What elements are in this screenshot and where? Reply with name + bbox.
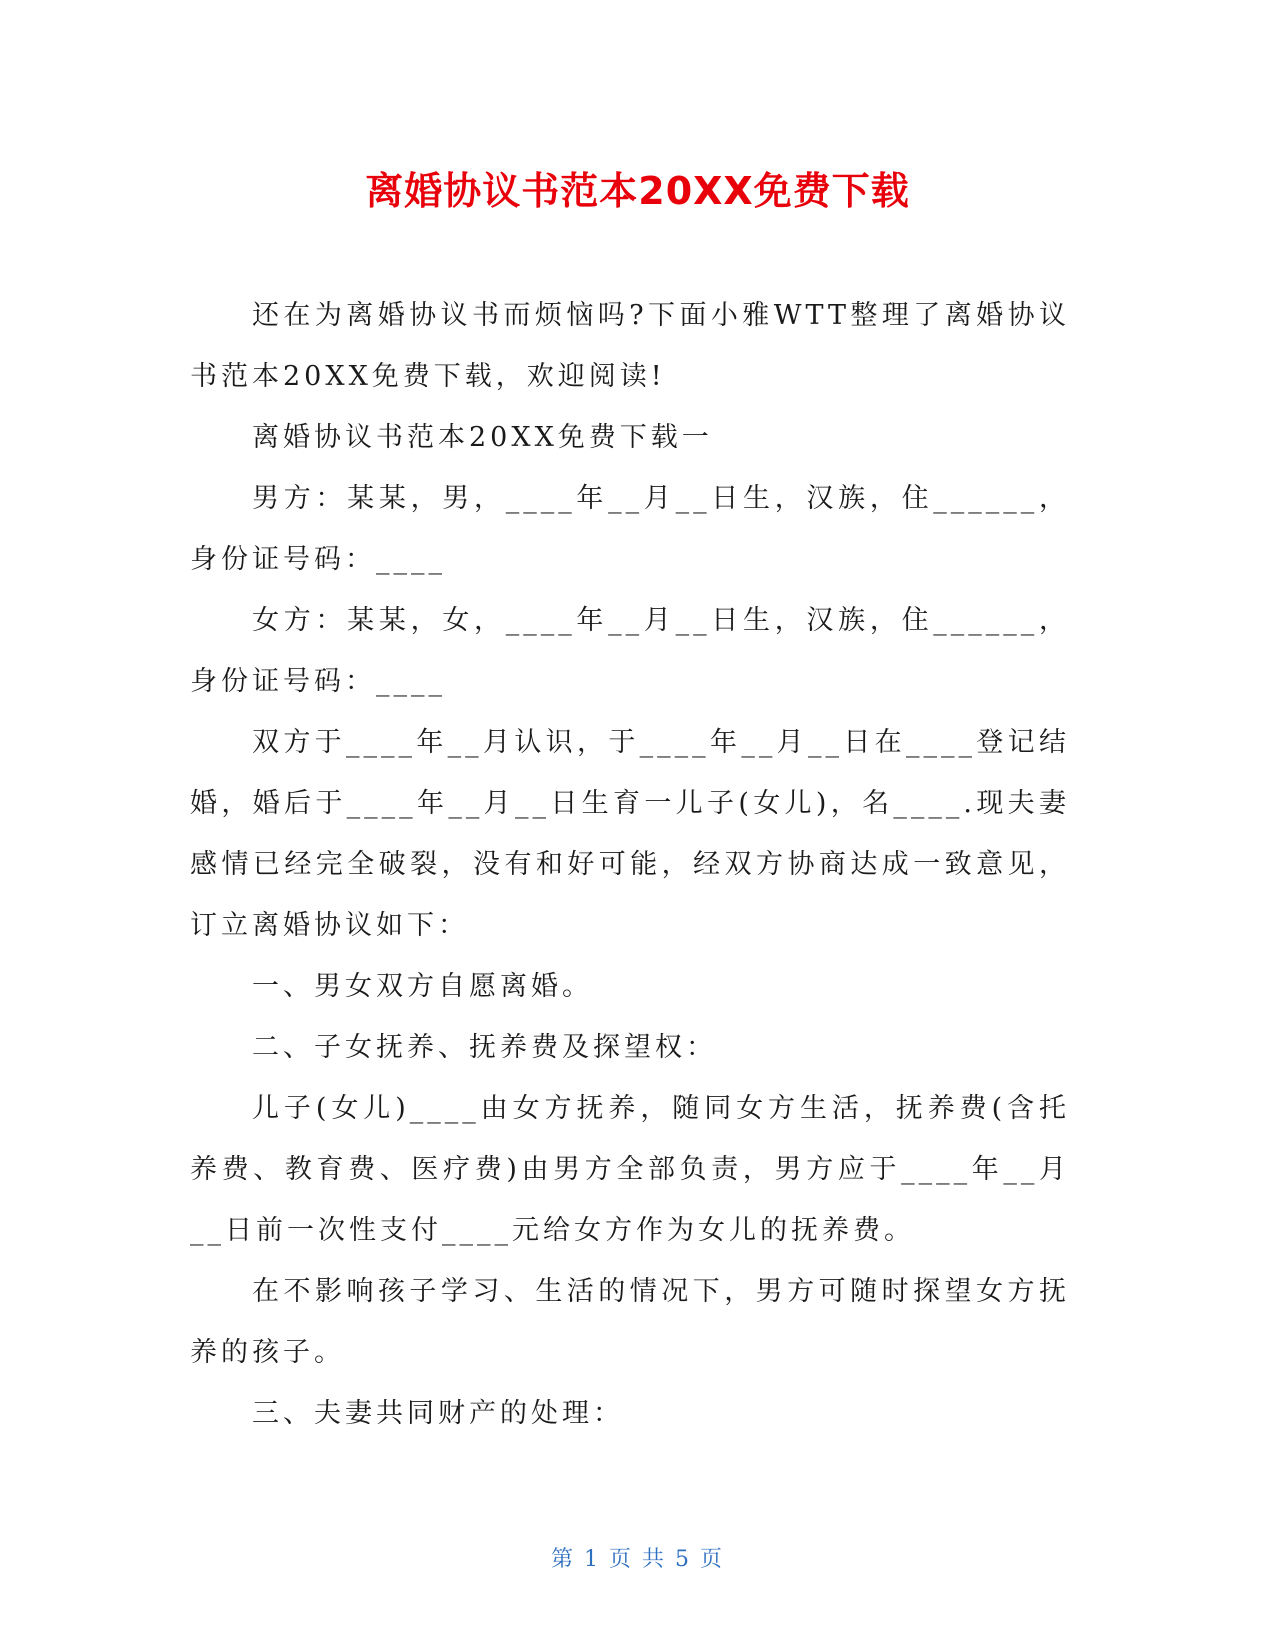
paragraph-clause-2: 二、子女抚养、抚养费及探望权： [252, 1032, 717, 1063]
paragraph-clause-3: 三、夫妻共同财产的处理： [252, 1398, 624, 1429]
paragraph-child-support: 儿子(女儿)____由女方抚养，随同女方生活，抚养费(含托养费、教育费、医疗费)由男方全部负责，男方应于____年__月__日前一次性支付____元给女方作为女儿的抚养费。 [190, 1093, 1070, 1246]
paragraph-clause-1: 一、男女双方自愿离婚。 [252, 971, 593, 1002]
document-title: 离婚协议书范本20XX免费下载 [365, 169, 910, 213]
paragraph-section-heading: 离婚协议书范本20XX免费下载一 [252, 422, 713, 453]
paragraph-visitation: 在不影响孩子学习、生活的情况下，男方可随时探望女方抚养的孩子。 [190, 1276, 1070, 1368]
paragraph-husband-info: 男方：某某，男，____年__月__日生，汉族，住______，身份证号码：____ [190, 483, 1070, 575]
document-body [190, 285, 1070, 1444]
paragraph-marriage-background: 双方于____年__月认识，于____年__月__日在____登记结婚，婚后于____年__月__日生育一儿子(女儿)，名____.现夫妻感情已经完全破裂，没有和好可能，经双方协商达成一致意见，订立离婚协议如下： [190, 727, 1070, 941]
page-number-footer: 第 1 页 共 5 页 [551, 1547, 724, 1572]
paragraph-wife-info: 女方：某某，女，____年__月__日生，汉族，住______，身份证号码：____ [190, 605, 1070, 697]
paragraph-intro: 还在为离婚协议书而烦恼吗?下面小雅WTT整理了离婚协议书范本20XX免费下载，欢迎阅读! [190, 300, 1070, 392]
